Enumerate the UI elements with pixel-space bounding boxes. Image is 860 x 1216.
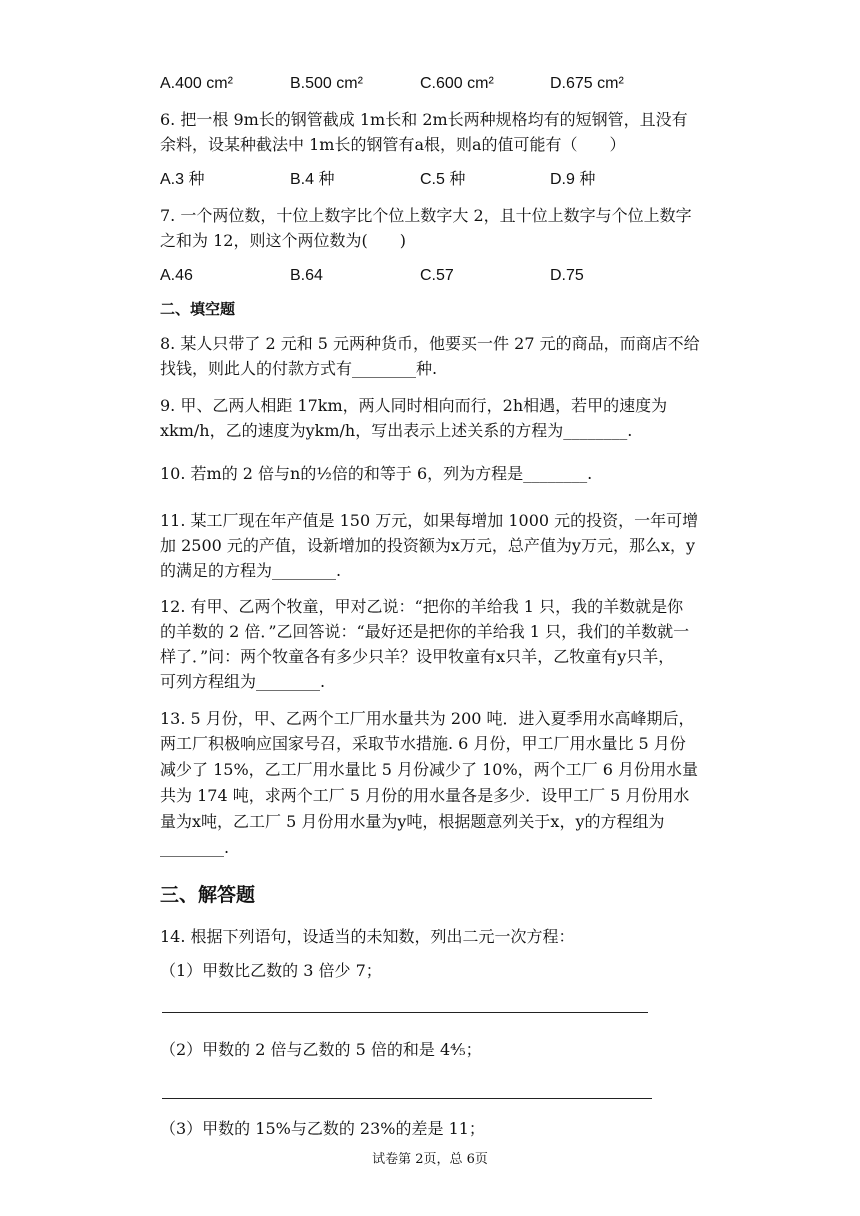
section-fill-in-heading: 二、填空题 <box>160 300 236 318</box>
q12-line-4: 可列方程组为________. <box>160 672 326 691</box>
q13-line-1: 13. 5 月份，甲、乙两个工厂用水量共为 200 吨．进入夏季用水高峰期后， <box>160 709 695 728</box>
q5-options <box>160 72 720 96</box>
q6-option-d: D.9 种 <box>550 171 596 188</box>
section-answer-heading: 三、解答题 <box>160 884 256 906</box>
q14-part-2: （2）甲数的 2 倍与乙数的 5 倍的和是 4⅘； <box>160 1040 482 1059</box>
answer-line-2 <box>162 1098 652 1099</box>
q6-option-c: C.5 种 <box>420 171 466 188</box>
q13-line-3: 减少了 15%，乙工厂用水量比 5 月份减少了 10%，两个工厂 6 月份用水量 <box>160 760 699 779</box>
q6-line-2: 余料，设某种截法中 1m长的钢管有a根，则a的值可能有（ ） <box>160 135 626 154</box>
q7-line-2: 之和为 12，则这个两位数为( ) <box>160 231 406 250</box>
answer-line-1 <box>162 1012 648 1013</box>
q8-line-2: 找钱，则此人的付款方式有________种. <box>160 359 438 378</box>
q11-line-1: 11. 某工厂现在年产值是 150 万元，如果每增加 1000 元的投资，一年可增 <box>160 511 699 530</box>
q11-line-2: 加 2500 元的产值，设新增加的投资额为x万元，总产值为y万元，那么x，y <box>160 536 696 555</box>
q9-line-1: 9. 甲、乙两人相距 17km，两人同时相向而行，2h相遇，若甲的速度为 <box>160 396 668 415</box>
q5-option-b: B.500 cm² <box>290 75 363 92</box>
q8-line-1: 8. 某人只带了 2 元和 5 元两种货币，他要买一件 27 元的商品，而商店不给 <box>160 334 700 353</box>
q6-options <box>160 168 720 192</box>
q11-line-3: 的满足的方程为________. <box>160 561 342 580</box>
q5-option-c: C.600 cm² <box>420 75 494 92</box>
page-footer: 试卷第 2页，总 6页 <box>372 1152 488 1167</box>
q7-option-d: D.75 <box>550 267 584 284</box>
q5-option-d: D.675 cm² <box>550 75 624 92</box>
q6-option-a: A.3 种 <box>160 171 205 188</box>
q12-line-1: 12. 有甲、乙两个牧童，甲对乙说：“把你的羊给我 1 只，我的羊数就是你 <box>160 597 684 616</box>
q12-line-3: 样了．”问：两个牧童各有多少只羊？设甲牧童有x只羊，乙牧童有y只羊， <box>160 647 675 666</box>
q13-line-4: 共为 174 吨，求两个工厂 5 月份的用水量各是多少．设甲工厂 5 月份用水 <box>160 786 690 805</box>
q6-line-1: 6. 把一根 9m长的钢管截成 1m长和 2m长两种规格均有的短钢管，且没有 <box>160 110 688 129</box>
q7-option-c: C.57 <box>420 267 454 284</box>
q7-option-b: B.64 <box>290 267 323 284</box>
q13-line-5: 量为x吨，乙工厂 5 月份用水量为y吨，根据题意列关于x，y的方程组为 <box>160 812 665 831</box>
q14-stem: 14. 根据下列语句，设适当的未知数，列出二元一次方程： <box>160 927 575 946</box>
q12-line-2: 的羊数的 2 倍．”乙回答说：“最好还是把你的羊给我 1 只，我们的羊数就一 <box>160 622 690 641</box>
q6-option-b: B.4 种 <box>290 171 335 188</box>
q9-line-2: xkm/h，乙的速度为ykm/h，写出表示上述关系的方程为________. <box>160 421 633 440</box>
q5-option-a: A.400 cm² <box>160 75 233 92</box>
q14-part-1: （1）甲数比乙数的 3 倍少 7； <box>160 961 382 980</box>
q7-option-a: A.46 <box>160 267 193 284</box>
q14-part-3: （3）甲数的 15%与乙数的 23%的差是 11； <box>160 1119 485 1138</box>
q7-line-1: 7. 一个两位数，十位上数字比个位上数字大 2，且十位上数字与个位上数字 <box>160 206 692 225</box>
q7-options <box>160 264 720 288</box>
q13-line-2: 两工厂积极响应国家号召，采取节水措施. 6 月份，甲工厂用水量比 5 月份 <box>160 734 686 753</box>
q13-line-6: ________. <box>160 838 230 857</box>
q10-line: 10. 若m的 2 倍与n的½倍的和等于 6，列为方程是________. <box>160 464 593 483</box>
